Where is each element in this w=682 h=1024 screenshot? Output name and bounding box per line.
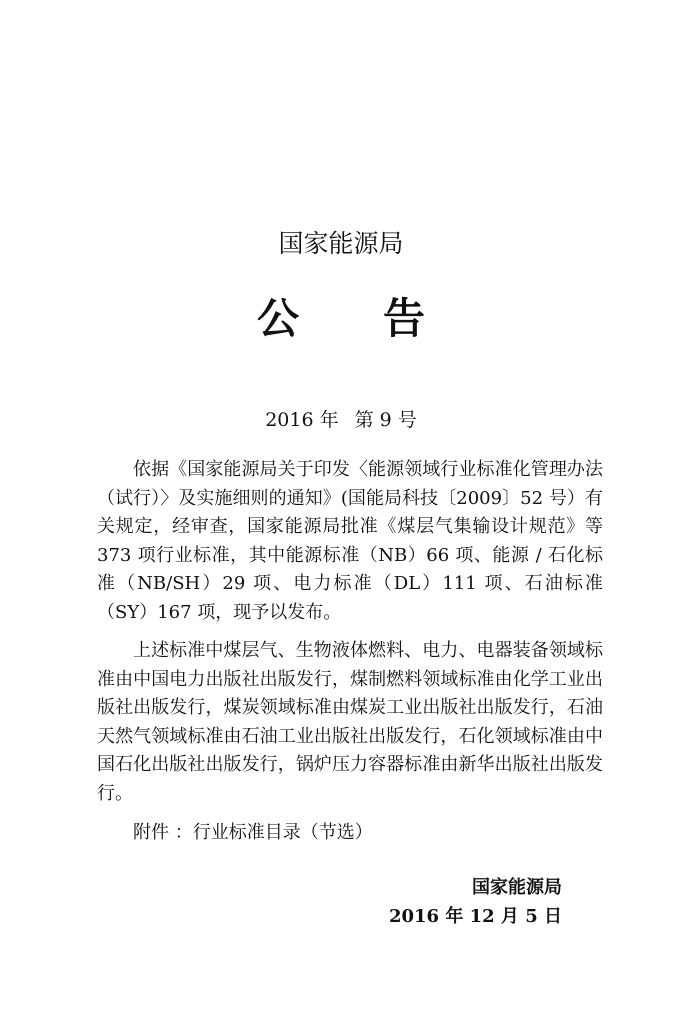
attachment-note: 附件 ：行业标准目录（节选）: [133, 822, 373, 843]
title-char-left: 公: [256, 294, 299, 343]
issue-line: [0, 405, 682, 432]
issue-year: 2016 年: [265, 409, 339, 431]
title-char-right: 告: [383, 294, 426, 343]
issuing-agency-heading: 国家能源局: [278, 229, 404, 258]
signature-organization: 国家能源局: [472, 877, 562, 898]
body-paragraph-1: 依据《国家能源局关于印发〈能源领域行业标准化管理办法（试行）〉及实施细则的通知》(国能局科技〔2009〕52 号）有关规定，经审查，国家能源局批准《煤层气集输设计规范》等 373 项行业标准，其中能源标准（NB）66 项、能源 / 石化标准（NB/SH）29 项、电力标准（DL）111 项、石油标准（SY）167 项，现予以发布。: [97, 459, 603, 623]
announcement-body: [97, 456, 603, 818]
announcement-title: [0, 286, 682, 346]
signature-date: 2016 年 12 月 5 日: [388, 906, 562, 927]
body-paragraph-2: 上述标准中煤层气、生物液体燃料、电力、电器装备领域标准由中国电力出版社出版发行，煤制燃料领域标准由化学工业出版社出版发行，煤炭领域标准由煤炭工业出版社出版发行，石油天然气领域标准由石油工业出版社出版发行，石化领域标准由中国石化出版社出版发行，锅炉压力容器标准由新华出版社出版发行。: [97, 640, 603, 804]
issue-number: 第 9 号: [354, 409, 417, 431]
